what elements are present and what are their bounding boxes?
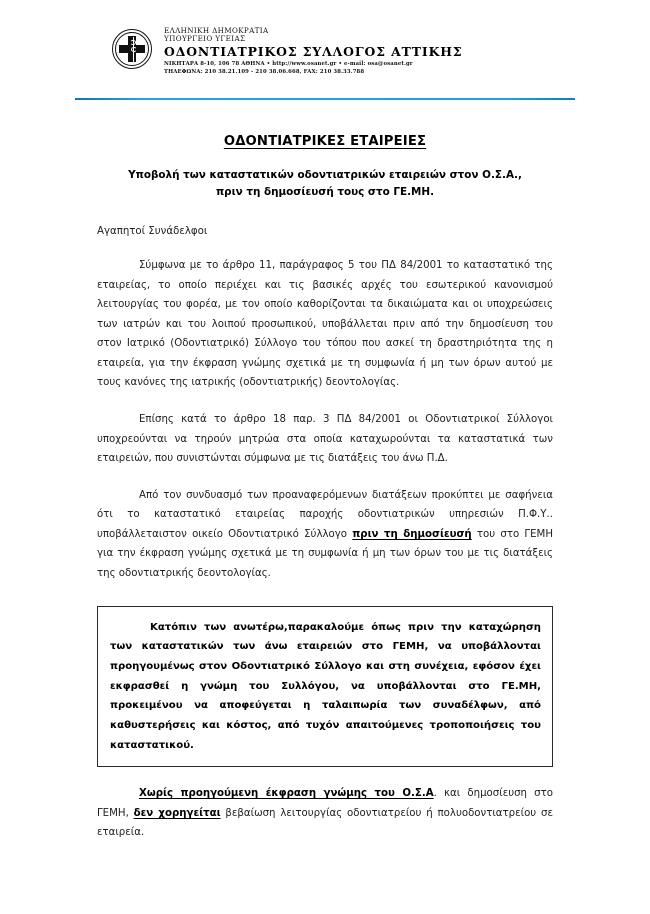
paragraph-3-emphasis: πριν τη δημοσίευσή [352,528,472,540]
salutation: Αγαπητοί Συνάδελφοι [97,225,208,237]
document-body [0,224,650,843]
letterhead-text [164,26,463,75]
paragraph-3-text-b: του στο ΓΕΜΗ για την έκφραση γνώμης σχετικά με τη συμφωνία ή μη των όρων του με τις διατάξεις της οδοντιατρικής δεοντολογίας. [97,528,553,580]
callout-text: Κατόπιν των ανωτέρω,παρακαλούμε όπως πριν την καταχώρηση των καταστατικών των άνω εταιρειών στο ΓΕΜΗ, να υποβάλλονται προηγουμένως στον Οδοντιατρικό Σύλλογο και στη συνέχεια, εφόσον έχει εκφρασθεί η γνώμη του Συλλόγου, να υποβάλλονται στο ΓΕ.ΜΗ, προκειμένου να αποφεύγεται η ταλαιπωρία των συναδέλφων, από καθυστερήσεις και κόστος, από τυχόν απαιτούμενες τροποποιήσεις του καταστατικού. [110,621,541,751]
letterhead-ministry: ΥΠΟΥΡΓΕΙΟ ΥΓΕΙΑΣ [164,34,246,44]
callout-box [97,606,553,768]
letterhead [0,0,650,84]
paragraph-3-text-a: Από τον συνδυασμό των προαναφερόμενων διατάξεων προκύπτει με σαφήνεια ότι το καταστατικό εταιρείας παροχής οδοντιατρικών υπηρεσιών Π.Φ.Υ.. υποβάλλεταιστον οικείο Οδοντιατρικό Σύλλογο [97,489,553,540]
paragraph-1: Σύμφωνα με το άρθρο 11, παράγραφος 5 του ΠΔ 84/2001 το καταστατικό της εταιρείας, το οποίο περιέχει και τις βασικές αρχές του εσωτερικού κανονισμού λειτουργίας του φορέα, με τον οποίο καθορίζονται τα δικαιώματα και οι υποχρεώσεις των ιατρών και του λοιπού προσωπικού, υποβάλλεται πριν από την δημοσίευση του στον Ιατρικό (Οδοντιατρικό) Σύλλογο του τόπου που ασκεί τη δραστηριότητα της η εταιρεία, για την έκφραση γνώμης σχετικά με τη συμφωνία ή μη των όρων αυτού με τους κανόνες της ιατρικής (οδοντιατρικής) δεοντολογίας. [97,259,553,389]
letterhead-republic: ΕΛΛΗΝΙΚΗ ΔΗΜΟΚΡΑΤΙΑ [164,26,269,35]
letterhead-phones: ΤΗΛΕΦΩΝΑ: 210 38.21.109 - 210 38.06.668, FAX: 210 38.33.788 [164,68,365,75]
page-subtitle-line-1: Υποβολή των καταστατικών οδοντιατρικών εταιρειών στον Ο.Σ.Α., [128,169,522,182]
letterhead-address: ΝΙΚΗΤΑΡΑ 8-10, 106 78 ΑΘΗΝΑ • http://www.osanet.gr • e-mail: osa@osanet.gr [164,61,413,68]
page-subtitle-line-2: πριν τη δημοσίευσή τους στο ΓΕ.ΜΗ. [215,185,435,198]
letterhead-organization: ΟΔΟΝΤΙΑΤΡΙΚΟΣ ΣΥΛΛΟΓΟΣ ΑΤΤΙΚΗΣ [164,43,463,59]
header-divider [75,98,575,100]
page-title: ΟΔΟΝΤΙΑΤΡΙΚΕΣ ΕΤΑΙΡΕΙΕΣ [223,134,427,150]
paragraph-3 [97,486,553,584]
paragraph-2: Επίσης κατά το άρθρο 18 παρ. 3 ΠΔ 84/2001 οι Οδοντιατρικοί Σύλλογοι υποχρεούνται να τηρούν μητρώα στα οποία καταχωρούνται τα καταστατικά των εταιρειών, που συνιστώνται σύμφωνα με τις διατάξεις του άνω Π.Δ. [97,413,553,465]
greek-health-ministry-emblem-icon [110,27,156,73]
closing-emphasis-1: Χωρίς προηγούμενη έκφραση γνώμης του Ο.Σ.Α [139,788,434,800]
closing-paragraph [97,784,553,843]
page-subtitle [0,167,650,199]
closing-emphasis-2: δεν χορηγείται [133,807,221,819]
closing-text-a: . και δημοσίευση στο ΓΕΜΗ, [97,788,553,819]
closing-text-b: βεβαίωση λειτουργίας οδοντιατρείου ή πολυοδοντιατρείου σε εταιρεία. [97,807,553,839]
